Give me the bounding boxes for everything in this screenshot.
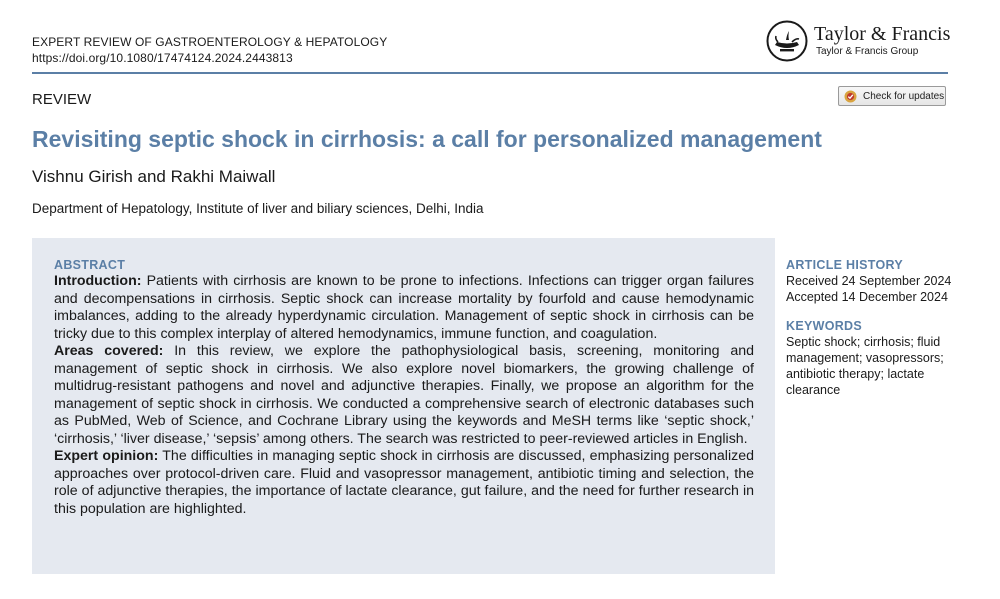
- check-for-updates-button[interactable]: [838, 86, 946, 106]
- article-sidebar: [786, 258, 966, 398]
- publisher-name: Taylor & Francis: [814, 23, 951, 45]
- expert-opinion-text: The difficulties in managing septic shock in cirrhosis are discussed, emphasizing personalized approaches over protocol-driven care. Fluid and vasopressor management, antibiotic timing and selection, the role of adjunctive therapies, the importance of lactate clearance, gut failure, and the need for further research in this population are highlighted.: [54, 448, 754, 517]
- article-history-heading: ARTICLE HISTORY: [786, 258, 904, 272]
- article-authors: Vishnu Girish and Rakhi Maiwall: [32, 167, 276, 186]
- accepted-date: Accepted 14 December 2024: [786, 290, 948, 304]
- areas-covered-label: Areas covered:: [54, 343, 164, 359]
- abstract-expert-opinion: [54, 448, 754, 518]
- article-title: Revisiting septic shock in cirrhosis: a call for personalized management: [32, 126, 822, 152]
- journal-name: EXPERT REVIEW OF GASTROENTEROLOGY & HEPATOLOGY: [32, 35, 388, 49]
- check-updates-icon: [844, 90, 857, 103]
- introduction-text: Patients with cirrhosis are known to be prone to infections. Infections can trigger organ failures and decompensations in cirrhosis. Septic shock can increase mortality by fourfold and cause hemodynamic imbalances, adding to the already hyperdynamic circulation. Management of septic shock in cirrhosis can be tricky due to this complex interplay of altered hemodynamics, immune function, and coagulation.: [54, 273, 754, 342]
- abstract-areas-covered: [54, 343, 754, 448]
- keywords-heading: KEYWORDS: [786, 319, 863, 333]
- abstract-panel: [32, 238, 775, 574]
- expert-opinion-label: Expert opinion:: [54, 448, 159, 464]
- publisher-logo[interactable]: [766, 20, 956, 64]
- introduction-label: Introduction:: [54, 273, 142, 289]
- article-affiliation: Department of Hepatology, Institute of liver and biliary sciences, Delhi, India: [32, 201, 484, 216]
- header-divider: [32, 72, 948, 74]
- received-date: Received 24 September 2024: [786, 274, 952, 288]
- article-type: REVIEW: [32, 91, 92, 108]
- abstract-introduction: [54, 273, 754, 343]
- publisher-group: Taylor & Francis Group: [816, 46, 919, 57]
- doi-link[interactable]: https://doi.org/10.1080/17474124.2024.2443813: [32, 51, 293, 65]
- tf-lamp-icon: [766, 20, 808, 62]
- journal-header: [32, 34, 387, 66]
- abstract-heading: ABSTRACT: [54, 258, 126, 272]
- keywords-list: Septic shock; cirrhosis; fluid management; vasopressors; antibiotic therapy; lactate clearance: [786, 335, 944, 397]
- areas-covered-text: In this review, we explore the pathophysiological basis, screening, monitoring and management of septic shock in cirrhosis. We also explore novel biomarkers, the growing challenge of multidrug-resistant pathogens and novel and adjunctive therapies. Finally, we propose an algorithm for the management of septic shock in cirrhosis. We conducted a comprehensive search of electronic databases such as PubMed, Web of Science, and Cochrane Library using the keywords and MeSH terms like ‘septic shock,’ ‘cirrhosis,’ ‘liver disease,’ ‘sepsis’ among others. The search was restricted to peer-reviewed articles in English.: [54, 343, 754, 447]
- check-updates-label: Check for updates: [863, 91, 945, 102]
